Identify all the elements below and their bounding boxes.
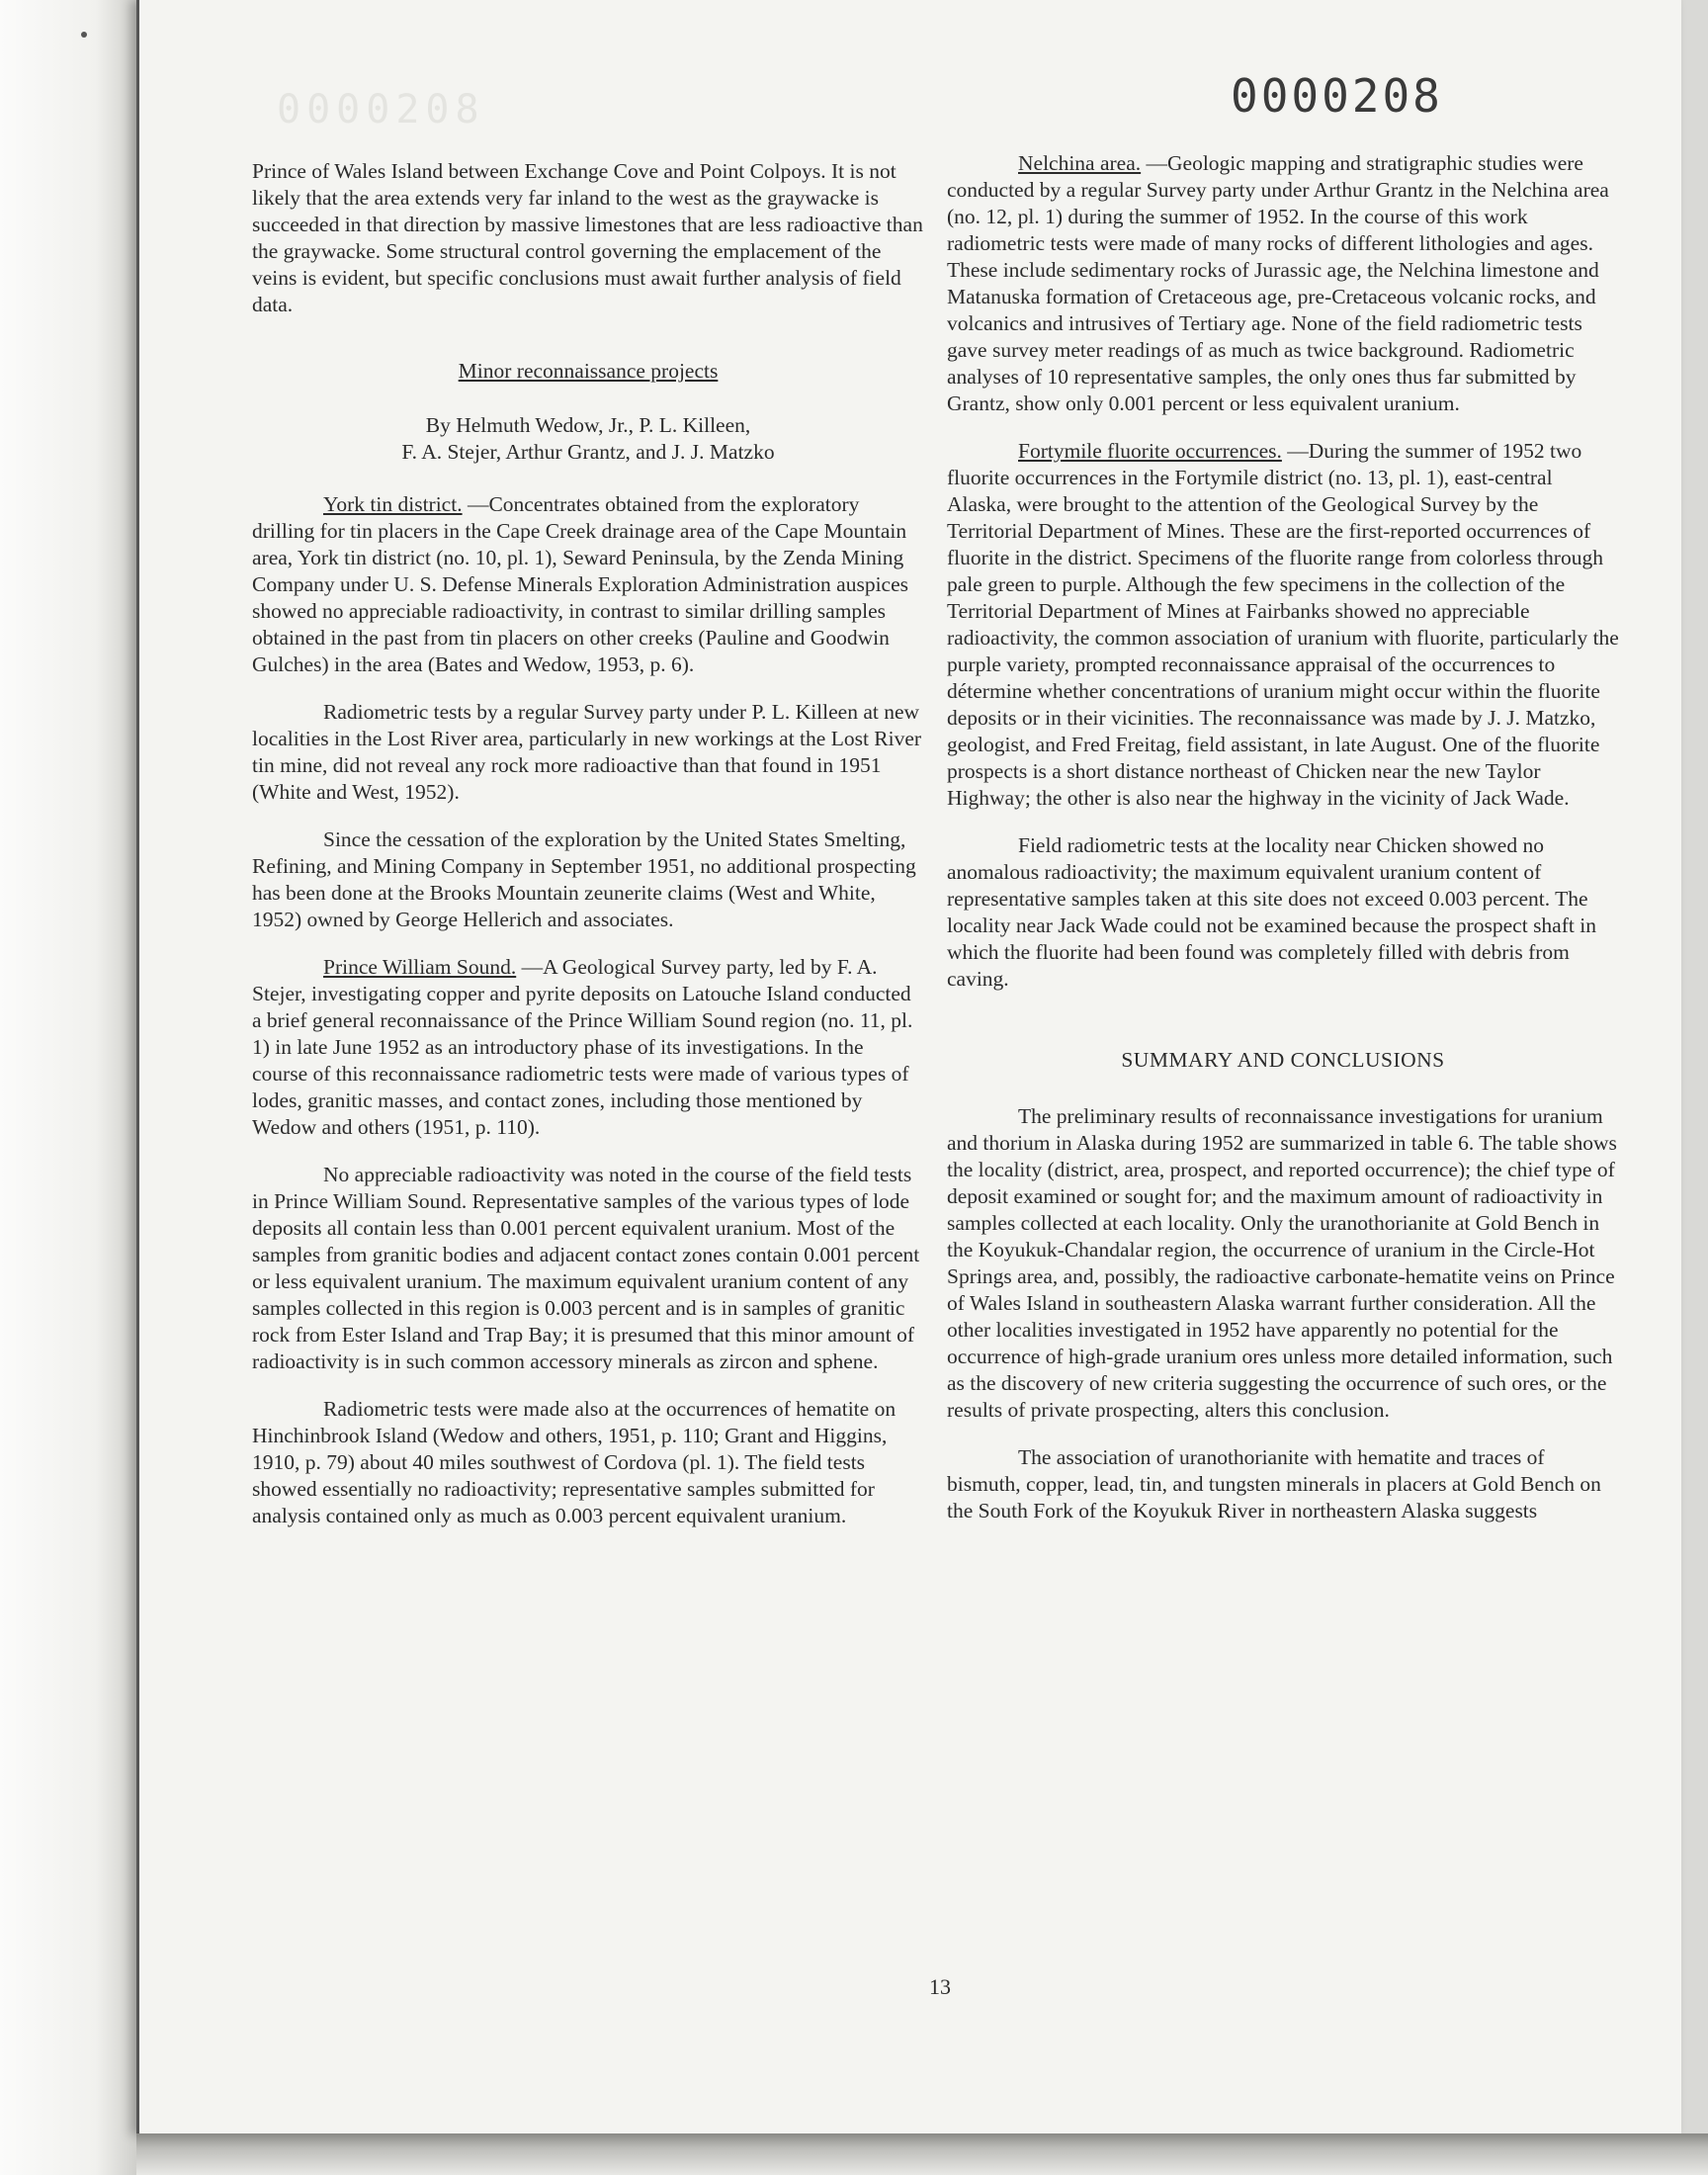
bottom-page-edge bbox=[136, 2133, 1708, 2175]
left-page-edge bbox=[0, 0, 136, 2175]
hematite-paragraph: Radiometric tests were made also at the occurrences of hematite on Hinchinbrook Island (Wedow and others, 1951, p. 110; Grant and Higgins, 1910, p. 79) about 40 miles southwest of Cordova (pl. 1). The field tests showed essentially no radioactivity; representative samples submitted for analysis contained only as much as 0.003 percent equivalent uranium. bbox=[252, 1397, 897, 1527]
chicken-paragraph: Field radiometric tests at the locality near Chicken showed no anomalous radioactivity; the maximum equivalent uranium content of representative samples taken at this site does not exceed 0.003 percent. The locality near Jack Wade could not be examined because the prospect shaft in which the fluorite had been found was completely filled with debris from caving. bbox=[947, 833, 1596, 991]
summary-paragraph: The preliminary results of reconnaissance investigations for uranium and thorium in Alaska during 1952 are summarized in table 6. The table shows the locality (district, area, prospect, and reported occurrence); the chief type of deposit examined or sought for; and the maximum amount of radioactivity in samples collected at each locality. Only the uranothorianite at Gold Bench in the Koyukuk-Chandalar region, the occurrence of uranium in the Circle-Hot Springs area, and, possibly, the radioactive carbonate-hematite veins on Prince of Wales Island in southeastern Alaska warrant further consideration. All the other localities investigated in 1952 have apparently no potential for the occurrence of high-grade uranium ores unless more detailed information, such as the discovery of new criteria suggesting the occurrence of such ores, or the results of private prospecting, alters this conclusion. bbox=[947, 1104, 1617, 1422]
pws-heading: Prince William Sound. bbox=[323, 955, 517, 979]
fortymile-text: —During the summer of 1952 two fluorite occurrences in the Fortymile district (no. 13, pl. 1), east-central Alaska, were brought to the attention of the Geological Survey by the Territorial Department of Mines. These are the first-reported occurrences of fluorite in the district. Specimens of the fluorite range from colorless through pale green to purple. Although the few specimens in the collection of the Territorial Department of Mines at Fairbanks showed no appreciable radioactivity, the common association of uranium with fluorite, particularly the purple variety, prompted reconnaissance appraisal of the occurrences to détermine whether concentrations of uranium might occur within the fluorite deposits or in their vicinities. The reconnaissance was made by J. J. Matzko, geologist, and Fred Freitag, field assistant, in late August. One of the fluorite prospects is a short distance northeast of Chicken near the new Taylor Highway; the other is also near the highway in the vicinity of Jack Wade. bbox=[947, 439, 1619, 810]
pws-paragraph bbox=[252, 954, 924, 1141]
nelchina-text: —Geologic mapping and stratigraphic studies were conducted by a regular Survey party under Arthur Grantz in the Nelchina area (no. 12, pl. 1) during the summer of 1952. In the course of this work radiometric tests were made of many rocks of different lithologies and ages. These include sedimentary rocks of Jurassic age, the Nelchina limestone and Matanuska formation of Cretaceous age, pre-Cretaceous volcanic rocks, and volcanics and intrusives of Tertiary age. None of the field radiometric tests gave survey meter readings of as much as twice background. Radiometric analyses of 10 representative samples, the only ones thus far submitted by Grantz, show only 0.001 percent or less equivalent uranium. bbox=[947, 151, 1609, 415]
left-column bbox=[252, 158, 924, 1550]
fortymile-paragraph bbox=[947, 438, 1619, 812]
byline-line-2: F. A. Stejer, Arthur Grantz, and J. J. Matzko bbox=[401, 440, 775, 464]
section-heading bbox=[252, 358, 924, 385]
nelchina-heading: Nelchina area. bbox=[1018, 151, 1142, 175]
york-text: —Concentrates obtained from the exploratory drilling for tin placers in the Cape Creek drainage area of the Cape Mountain area, York tin district (no. 10, pl. 1), Seward Peninsula, by the Zenda Mining Company under U. S. Defense Minerals Exploration Administration auspices showed no appreciable radioactivity, in contrast to similar drilling samples obtained in the past from tin placers on other creeks (Pauline and Goodwin Gulches) in the area (Bates and Wedow, 1953, p. 6). bbox=[252, 492, 908, 676]
document-stamp-number: 0000208 bbox=[1231, 69, 1443, 123]
york-heading: York tin district. bbox=[323, 492, 463, 516]
york-paragraph bbox=[252, 491, 924, 678]
association-paragraph: The association of uranothorianite with hematite and traces of bismuth, copper, lead, tin, and tungsten minerals in placers at Gold Bench on the South Fork of the Koyukuk River in northeastern Alaska suggests bbox=[947, 1445, 1601, 1522]
byline bbox=[252, 412, 924, 466]
fortymile-heading: Fortymile fluorite occurrences. bbox=[1018, 439, 1282, 463]
no-radioactivity-paragraph: No appreciable radioactivity was noted in the course of the field tests in Prince William Sound. Representative samples of the various types of lode deposits all contain less than 0.001 percent equivalent uranium. Most of the samples from granitic bodies and adjacent contact zones contain 0.001 percent or less equivalent uranium. The maximum equivalent uranium content of any samples collected in this region is 0.003 percent and is in samples of granitic rock from Ester Island and Trap Bay; it is presumed that this minor amount of radioactivity is in such common accessory minerals as zircon and sphene. bbox=[252, 1163, 920, 1373]
summary-heading: SUMMARY AND CONCLUSIONS bbox=[1121, 1048, 1445, 1072]
page-number: 13 bbox=[929, 1974, 951, 1999]
byline-line-1: By Helmuth Wedow, Jr., P. L. Killeen, bbox=[425, 413, 751, 437]
brooks-paragraph: Since the cessation of the exploration by the United States Smelting, Refining, and Mining Company in September 1951, no additional prospecting has been done at the Brooks Mountain zeunerite claims (West and White, 1952) owned by George Hellerich and associates. bbox=[252, 827, 916, 931]
section-heading-text: Minor reconnaissance projects bbox=[458, 359, 719, 383]
nelchina-paragraph bbox=[947, 150, 1619, 417]
right-column bbox=[947, 150, 1619, 1545]
pws-text: —A Geological Survey party, led by F. A. Stejer, investigating copper and pyrite deposits on Latouche Island conducted a brief general reconnaissance of the Prince William Sound region (no. 11, pl. 1) in late June 1952 as an introductory phase of its investigations. In the course of this reconnaissance radiometric tests were made of various types of lodes, granitic masses, and contact zones, including those mentioned by Wedow and others (1951, p. 110). bbox=[252, 955, 913, 1139]
scan-speck bbox=[81, 32, 87, 38]
intro-paragraph: Prince of Wales Island between Exchange Cove and Point Colpoys. It is not likely that the area extends very far inland to the west as the graywacke is succeeded in that direction by massive limestones that are less radioactive than the graywacke. Some structural control governing the emplacement of the veins is evident, but specific conclusions must await further analysis of field data. bbox=[252, 159, 923, 316]
lost-river-paragraph: Radiometric tests by a regular Survey party under P. L. Killeen at new localities in the Lost River area, particularly in new workings at the Lost River tin mine, did not reveal any rock more radioactive than that found in 1951 (White and West, 1952). bbox=[252, 700, 922, 804]
ghost-stamp-number: 0000208 bbox=[277, 87, 485, 132]
